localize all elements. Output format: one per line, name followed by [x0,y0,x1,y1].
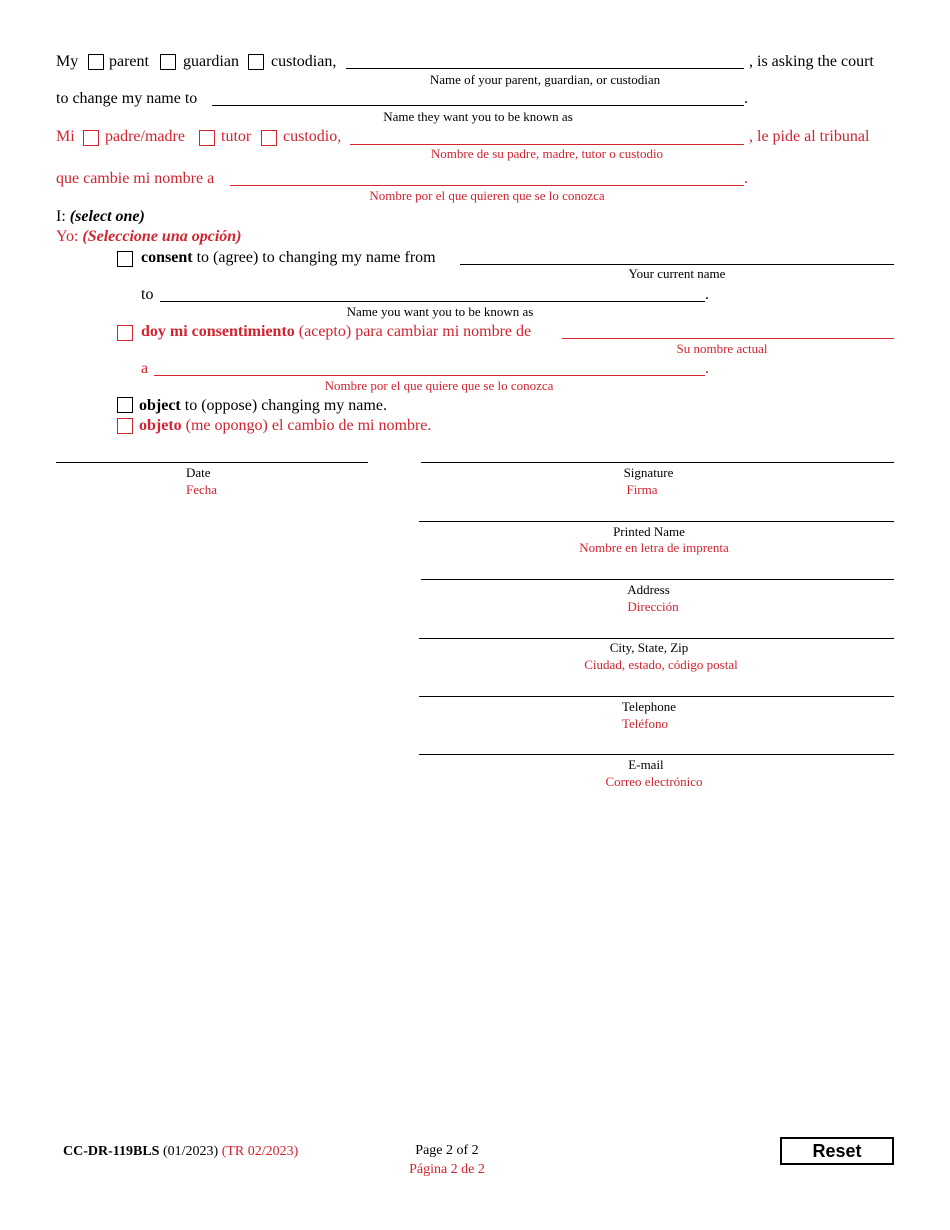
period: . [744,170,748,187]
checkbox-consentimiento[interactable] [117,325,133,341]
label-mi: Mi [56,128,75,145]
hint-requested-name: Name they want you to be known as [383,109,573,124]
period: . [705,286,709,303]
hint-current-name: Your current name [628,266,726,281]
seleccione-note: (Seleccione una opción) [82,228,242,245]
label-a: a [141,360,149,377]
checkbox-padre-madre[interactable] [83,130,99,146]
label-asking-court: , is asking the court [749,53,874,70]
checkbox-object[interactable] [117,397,133,413]
form-id-line [63,1144,298,1160]
label-firma: Firma [626,482,658,497]
nombre-nuevo-field[interactable] [230,185,744,186]
label-address: Address [627,582,670,597]
label-cambie-nombre: que cambie mi nombre a [56,170,215,187]
period: . [744,90,748,107]
label-parent: parent [109,53,149,70]
parent-name-field[interactable] [346,68,744,69]
form-id: CC-DR-119BLS [63,1144,160,1159]
page-number: Page 2 of 2 [415,1143,479,1158]
select-one-note: (select one) [69,208,145,225]
label-nombre-imprenta: Nombre en letra de imprenta [579,540,729,555]
label-ciudad-estado: Ciudad, estado, código postal [584,657,738,672]
consent-label [141,249,436,267]
checkbox-custodio[interactable] [261,130,277,146]
telephone-field[interactable] [419,696,894,697]
consentimiento-text: (acepto) para cambiar mi nombre de [298,323,532,340]
consentimiento-bold: doy mi consentimiento [141,323,295,340]
label-correo: Correo electrónico [605,774,703,789]
objeto-bold: objeto [139,417,182,434]
object-text: to (oppose) changing my name. [184,397,387,414]
label-printed-name: Printed Name [613,524,685,539]
padre-nombre-field[interactable] [350,144,744,145]
hint-nombre-deseado: Nombre por el que quiere que se lo conozca [324,378,554,393]
label-custodio: custodio, [283,128,342,145]
reset-button[interactable]: Reset [780,1137,894,1165]
hint-padre-nombre: Nombre de su padre, madre, tutor o custodio [430,146,664,161]
label-city-state-zip: City, State, Zip [609,640,689,655]
label-direccion: Dirección [627,599,679,614]
label-guardian: guardian [183,53,239,70]
email-field[interactable] [419,754,894,755]
consent-text: to (agree) to changing my name from [196,249,436,266]
seleccione-heading [56,228,242,246]
label-to: to [141,286,154,303]
address-field[interactable] [421,579,894,580]
label-signature: Signature [623,465,674,480]
hint-new-name: Name you want you to be known as [346,304,534,319]
label-email: E-mail [628,757,664,772]
label-telefono: Teléfono [621,716,668,731]
label-telephone: Telephone [622,699,676,714]
label-i: I: [56,208,66,225]
checkbox-guardian[interactable] [160,54,176,70]
consentimiento-label [141,323,531,341]
new-name-field[interactable] [160,301,705,302]
period: . [705,360,709,377]
date-field[interactable] [56,462,368,463]
label-my: My [56,53,79,70]
signature-field[interactable] [421,462,894,463]
object-label [139,397,387,415]
label-fecha: Fecha [186,482,218,497]
label-date: Date [186,465,211,480]
label-pide-tribunal: , le pide al tribunal [749,128,870,145]
hint-nombre-nuevo: Nombre por el que quieren que se lo conozca [369,188,605,203]
label-custodian: custodian, [271,53,337,70]
nombre-deseado-field[interactable] [154,375,705,376]
objeto-label [139,417,431,435]
select-one-heading [56,208,145,226]
checkbox-consent[interactable] [117,251,133,267]
label-change-name-to: to change my name to [56,90,198,107]
nombre-actual-field[interactable] [562,338,894,339]
checkbox-objeto[interactable] [117,418,133,434]
form-tr-date: (TR 02/2023) [221,1144,299,1159]
checkbox-parent[interactable] [88,54,104,70]
checkbox-tutor[interactable] [199,130,215,146]
label-padre-madre: padre/madre [105,128,185,145]
current-name-field[interactable] [460,264,894,265]
form-date: (01/2023) [162,1144,219,1159]
printed-name-field[interactable] [419,521,894,522]
requested-name-field[interactable] [212,105,744,106]
objeto-text: (me opongo) el cambio de mi nombre. [185,417,432,434]
object-bold: object [139,397,181,414]
hint-nombre-actual: Su nombre actual [676,341,768,356]
hint-parent-name: Name of your parent, guardian, or custodian [429,72,661,87]
city-state-zip-field[interactable] [419,638,894,639]
consent-bold: consent [141,249,193,266]
label-yo: Yo: [56,228,79,245]
pagina-number: Página 2 de 2 [409,1162,485,1177]
checkbox-custodian[interactable] [248,54,264,70]
label-tutor: tutor [221,128,252,145]
